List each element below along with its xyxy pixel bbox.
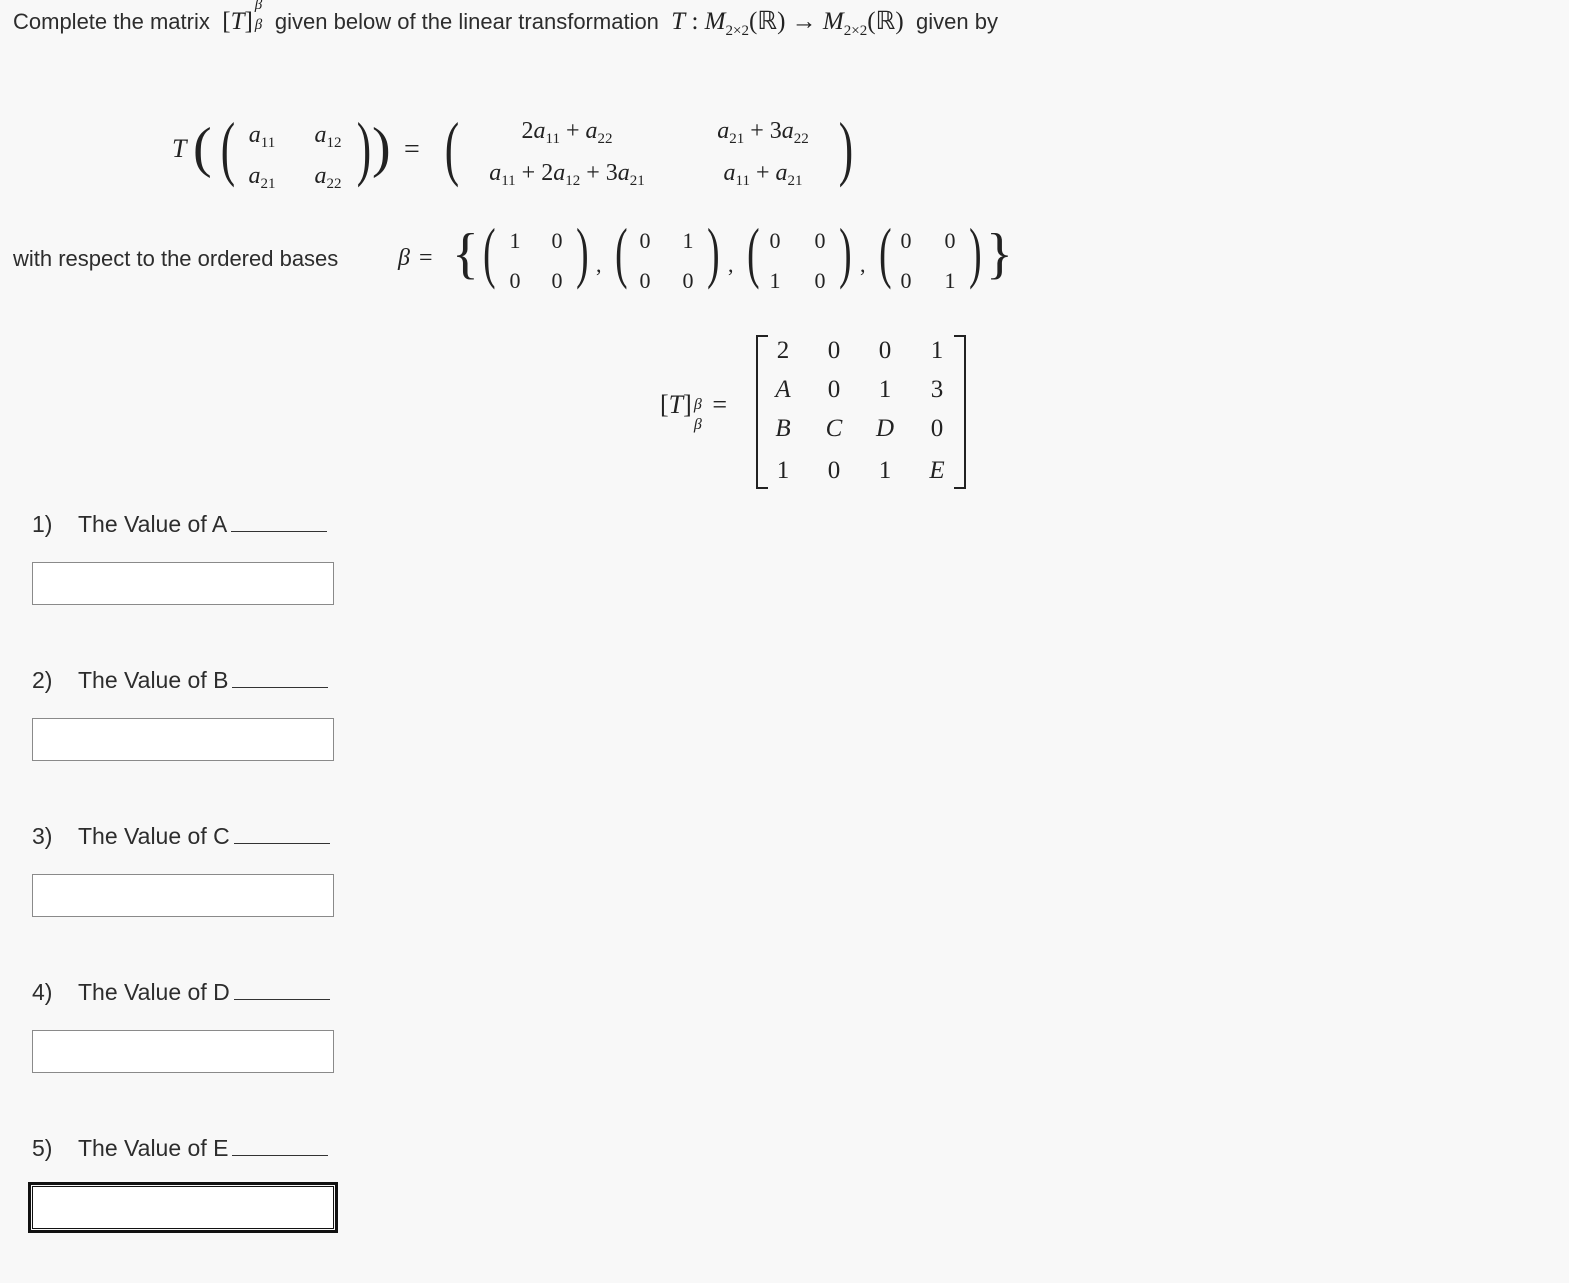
matrix-cell: 1: [878, 457, 892, 484]
matrix-unknown-A: A: [775, 376, 791, 403]
matrix-notation: [T] β β: [215, 0, 263, 35]
answer-blank-line: [231, 513, 327, 532]
matrix-cell: 0: [827, 337, 841, 364]
question-label: [32, 979, 330, 1006]
answer-blank-line: [234, 981, 330, 1000]
image-entry-12: $a_{21} + 3a_{22}$: [717, 118, 809, 147]
intro-prefix: Complete the matrix: [13, 9, 210, 34]
basis1-left-paren: (: [483, 214, 496, 290]
matrix-cell: 0: [930, 415, 944, 442]
matrix-cell: 1: [776, 457, 790, 484]
set-left-brace: {: [452, 223, 479, 285]
answer-input-B[interactable]: [32, 718, 334, 761]
answer-blank-line: [234, 825, 330, 844]
question-text: The Value of B: [78, 667, 229, 693]
basis3-e12: 0: [814, 228, 826, 253]
basis3-left-paren: (: [747, 214, 760, 290]
result-matrix-label: [T] β β =: [660, 390, 727, 433]
right-bracket: [954, 335, 966, 489]
basis4-e12: 0: [944, 228, 956, 253]
basis2-e12: 1: [682, 228, 694, 253]
left-bracket: [756, 335, 768, 489]
domain-left-paren: (: [220, 108, 236, 188]
basis4-e21: 0: [900, 268, 912, 293]
beta-symbol: β: [398, 245, 410, 271]
image-entry-11: $2a_{11} + a_{22}$: [521, 118, 613, 147]
domain-a21: $a_{21}$: [248, 163, 276, 192]
question-text: The Value of E: [78, 1135, 229, 1161]
bases-equals: =: [419, 245, 433, 271]
matrix-unknown-C: C: [825, 415, 843, 442]
basis3-e11: 0: [769, 228, 781, 253]
matrix-cell: 0: [827, 457, 841, 484]
comma-1: ,: [596, 252, 602, 277]
question-number: 3): [32, 823, 53, 849]
basis3-e21: 1: [769, 268, 781, 293]
basis2-e22: 0: [682, 268, 694, 293]
matrix-unknown-B: B: [775, 415, 791, 442]
domain-a11: $a_{11}$: [248, 122, 276, 151]
basis2-right-paren: ): [707, 214, 720, 290]
question-label: [32, 511, 327, 538]
answer-blank-line: [232, 669, 328, 688]
answer-input-A[interactable]: [32, 562, 334, 605]
basis4-e22: 1: [944, 268, 956, 293]
basis1-e22: 0: [551, 268, 563, 293]
intro-text: [13, 0, 998, 40]
basis1-right-paren: ): [576, 214, 589, 290]
question-text: The Value of D: [78, 979, 230, 1005]
image-right-paren: ): [838, 108, 854, 188]
matrix-unknown-E: E: [929, 457, 945, 484]
set-right-brace: }: [986, 223, 1013, 285]
image-left-paren: (: [444, 108, 460, 188]
question-label: [32, 823, 330, 850]
intro-middle: given below of the linear transformation: [274, 9, 659, 34]
matrix-cell: 1: [930, 337, 944, 364]
basis3-right-paren: ): [839, 214, 852, 290]
image-entry-21: $a_{11} + 2a_{12} + 3a_{21}$: [489, 160, 645, 189]
matrix-cell: 2: [776, 337, 790, 364]
question-label: [32, 1135, 328, 1162]
image-entry-22: $a_{11} + a_{21}$: [723, 160, 803, 189]
basis2-left-paren: (: [615, 214, 628, 290]
intro-suffix: given by: [916, 9, 998, 34]
bases-label: with respect to the ordered bases: [13, 246, 339, 271]
basis1-e21: 0: [509, 268, 521, 293]
matrix-cell: 3: [930, 376, 944, 403]
matrix-cell: 0: [878, 337, 892, 364]
question-number: 4): [32, 979, 53, 1005]
equals-sign: =: [404, 134, 420, 165]
T-symbol: T: [172, 134, 187, 163]
basis1-e11: 1: [509, 228, 521, 253]
outer-left-paren: (: [193, 117, 212, 179]
domain-a12: $a_{12}$: [314, 122, 342, 151]
domain-right-paren: ): [356, 108, 372, 188]
basis4-left-paren: (: [879, 214, 892, 290]
basis4-e11: 0: [900, 228, 912, 253]
basis2-e21: 0: [639, 268, 651, 293]
mapping-formula: T : $M_{2\times 2}(ℝ)$ → $M_{2\times 2}(ℝ)$: [671, 8, 910, 39]
comma-2: ,: [728, 252, 734, 277]
question-text: The Value of A: [78, 511, 228, 537]
basis3-e22: 0: [814, 268, 826, 293]
question-text: The Value of C: [78, 823, 230, 849]
answer-blank-line: [232, 1137, 328, 1156]
basis4-right-paren: ): [969, 214, 982, 290]
matrix-cell: 0: [827, 376, 841, 403]
basis1-e12: 0: [551, 228, 563, 253]
outer-right-paren: ): [372, 117, 391, 179]
matrix-cell: 1: [878, 376, 892, 403]
matrix-unknown-D: D: [875, 415, 895, 442]
answer-input-C[interactable]: [32, 874, 334, 917]
answer-input-E[interactable]: [32, 1186, 334, 1229]
comma-3: ,: [860, 252, 866, 277]
question-label: [32, 667, 328, 694]
basis2-e11: 0: [639, 228, 651, 253]
question-number: 5): [32, 1135, 53, 1161]
domain-a22: $a_{22}$: [314, 163, 342, 192]
answer-input-D[interactable]: [32, 1030, 334, 1073]
question-number: 1): [32, 511, 53, 537]
question-number: 2): [32, 667, 53, 693]
